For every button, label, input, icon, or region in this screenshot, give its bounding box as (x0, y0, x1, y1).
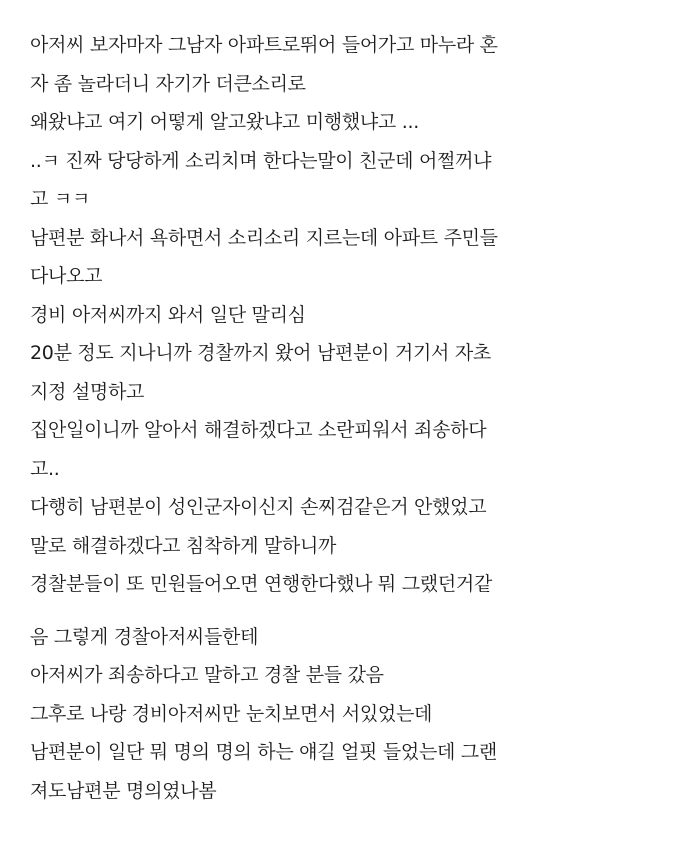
text-line: ..ㅋ 진짜 당당하게 소리치며 한다는말이 친군데 어쩔꺼냐 (30, 149, 492, 172)
text-line: 다행히 남편분이 성인군자이신지 손찌검같은거 안했었고 (30, 496, 487, 518)
text-line: 고.. (30, 457, 60, 480)
text-line: 경비 아저씨까지 와서 일단 말리심 (30, 303, 306, 326)
text-line: 남편분 화나서 욕하면서 소리소리 지르는데 아파트 주민들 (30, 226, 498, 249)
text-line: 고 ㅋㅋ (30, 188, 90, 210)
text-line: 남편분이 일단 뭐 명의 명의 하는 얘길 얼핏 들었는데 그랜 (30, 741, 497, 763)
text-line: 그후로 나랑 경비아저씨만 눈치보면서 서있었는데 (30, 702, 433, 725)
text-line: 져도남편분 명의였나봄 (30, 779, 217, 802)
text-line: 경찰분들이 또 민원들어오면 연행한다했나 뭐 그랬던거같 (30, 573, 492, 595)
text-line: 다나오고 (30, 265, 103, 287)
text-line: 왜왔냐고 여기 어떻게 알고왔냐고 미행했냐고 ... (30, 111, 419, 133)
text-line: 지정 설명하고 (30, 380, 145, 403)
text-line: 말로 해결하겠다고 침착하게 말하니까 (30, 534, 337, 557)
text-line: 아저씨 보자마자 그남자 아파트로뛰어 들어가고 마누라 혼 (30, 34, 498, 56)
text-line: 20분 정도 지나니까 경찰까지 왔어 남편분이 거기서 자초 (30, 342, 491, 364)
post-body (30, 26, 655, 810)
text-line: 음 그렇게 경찰아저씨들한테 (30, 625, 259, 648)
text-line: 자 좀 놀라더니 자기가 더큰소리로 (30, 72, 306, 95)
text-line: 집안일이니까 알아서 해결하겠다고 소란피워서 죄송하다 (30, 419, 487, 441)
text-line: 아저씨가 죄송하다고 말하고 경찰 분들 갔음 (30, 664, 384, 686)
